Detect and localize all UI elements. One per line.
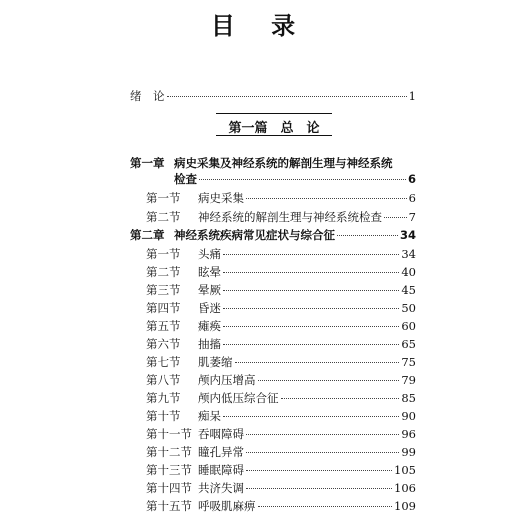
toc-section[interactable] [146,499,416,513]
page-number: 1 [408,89,416,103]
page-number: 99 [401,445,416,459]
toc-chapter-1-line2[interactable] [174,172,416,186]
toc-section[interactable] [146,265,416,279]
chapter-title: 病史采集及神经系统的解剖生理与神经系统 [174,156,393,170]
dot-leader [246,198,407,199]
dot-leader [246,452,399,453]
dot-leader [235,362,400,363]
toc-section[interactable] [146,481,416,495]
section-number: 第十三节 [146,463,192,477]
page-number: 109 [394,499,416,513]
chapter-title-cont: 检查 [174,172,197,186]
section-number: 第十二节 [146,445,192,459]
section-title: 病史采集 [198,191,244,205]
page-number: 96 [401,427,416,441]
chapter-title: 神经系统疾病常见症状与综合征 [174,228,335,242]
section-title: 瞳孔异常 [198,445,244,459]
dot-leader [167,96,407,97]
dot-leader [384,217,407,218]
dot-leader [199,179,406,180]
section-title: 抽搐 [198,337,221,351]
toc-section[interactable] [146,373,416,387]
section-title: 颅内压增高 [198,373,256,387]
page-number: 75 [401,355,416,369]
part-rule-bottom [216,135,332,136]
toc-section[interactable] [146,210,416,224]
toc-chapter-1-line1[interactable] [130,156,416,170]
page-number: 7 [408,210,416,224]
dot-leader [223,290,399,291]
section-title: 瘫痪 [198,319,221,333]
toc-chapter-2[interactable] [130,228,416,242]
page-number: 90 [401,409,416,423]
section-title: 睡眠障碍 [198,463,244,477]
section-title: 头痛 [198,247,221,261]
section-title: 共济失调 [198,481,244,495]
toc-section[interactable] [146,409,416,423]
section-number: 第二节 [146,265,181,279]
toc-entry-intro[interactable] [130,89,416,103]
section-number: 第三节 [146,283,181,297]
dot-leader [223,344,399,345]
dot-leader [281,398,400,399]
dot-leader [246,488,392,489]
section-number: 第一节 [146,247,181,261]
page-number: 85 [401,391,416,405]
section-title: 晕厥 [198,283,221,297]
part-rule-top [216,113,332,114]
toc-section[interactable] [146,337,416,351]
dot-leader [223,272,399,273]
section-number: 第十节 [146,409,181,423]
toc-section[interactable] [146,319,416,333]
toc-section[interactable] [146,355,416,369]
page-number: 79 [401,373,416,387]
section-title: 颅内低压综合征 [198,391,279,405]
toc-section[interactable] [146,391,416,405]
section-title: 神经系统的解剖生理与神经系统检查 [198,210,382,224]
dot-leader [223,326,399,327]
dot-leader [246,434,399,435]
section-title: 呼吸肌麻痹 [198,499,256,513]
chapter-number: 第二章 [130,228,165,242]
section-title: 痴呆 [198,409,221,423]
section-title: 肌萎缩 [198,355,233,369]
dot-leader [258,506,393,507]
section-number: 第五节 [146,319,181,333]
dot-leader [223,308,399,309]
dot-leader [258,380,400,381]
section-title: 眩晕 [198,265,221,279]
page-number: 6 [408,191,416,205]
toc-section[interactable] [146,445,416,459]
page-number: 45 [401,283,416,297]
page-number: 106 [394,481,416,495]
dot-leader [223,416,399,417]
page-number: 6 [407,172,416,186]
toc-section[interactable] [146,301,416,315]
section-number: 第二节 [146,210,181,224]
page-number: 34 [401,247,416,261]
section-number: 第四节 [146,301,181,315]
section-number: 第九节 [146,391,181,405]
entry-title: 绪 论 [130,89,165,103]
page-number: 50 [401,301,416,315]
section-title: 昏迷 [198,301,221,315]
toc-section[interactable] [146,283,416,297]
part-heading: 第一篇 总 论 [228,121,320,136]
toc-section[interactable] [146,463,416,477]
page-title: 目 录 [210,11,310,40]
dot-leader [246,470,392,471]
section-number: 第六节 [146,337,181,351]
chapter-number: 第一章 [130,156,165,170]
page-number: 40 [401,265,416,279]
section-number: 第十一节 [146,427,192,441]
section-number: 第一节 [146,191,181,205]
page-number: 60 [401,319,416,333]
section-number: 第十四节 [146,481,192,495]
section-number: 第七节 [146,355,181,369]
section-number: 第十五节 [146,499,192,513]
toc-section[interactable] [146,427,416,441]
page-number: 34 [399,228,416,242]
toc-section[interactable] [146,191,416,205]
dot-leader [223,254,399,255]
dot-leader [337,235,398,236]
toc-section[interactable] [146,247,416,261]
page-number: 105 [394,463,416,477]
section-title: 吞咽障碍 [198,427,244,441]
section-number: 第八节 [146,373,181,387]
page-number: 65 [401,337,416,351]
